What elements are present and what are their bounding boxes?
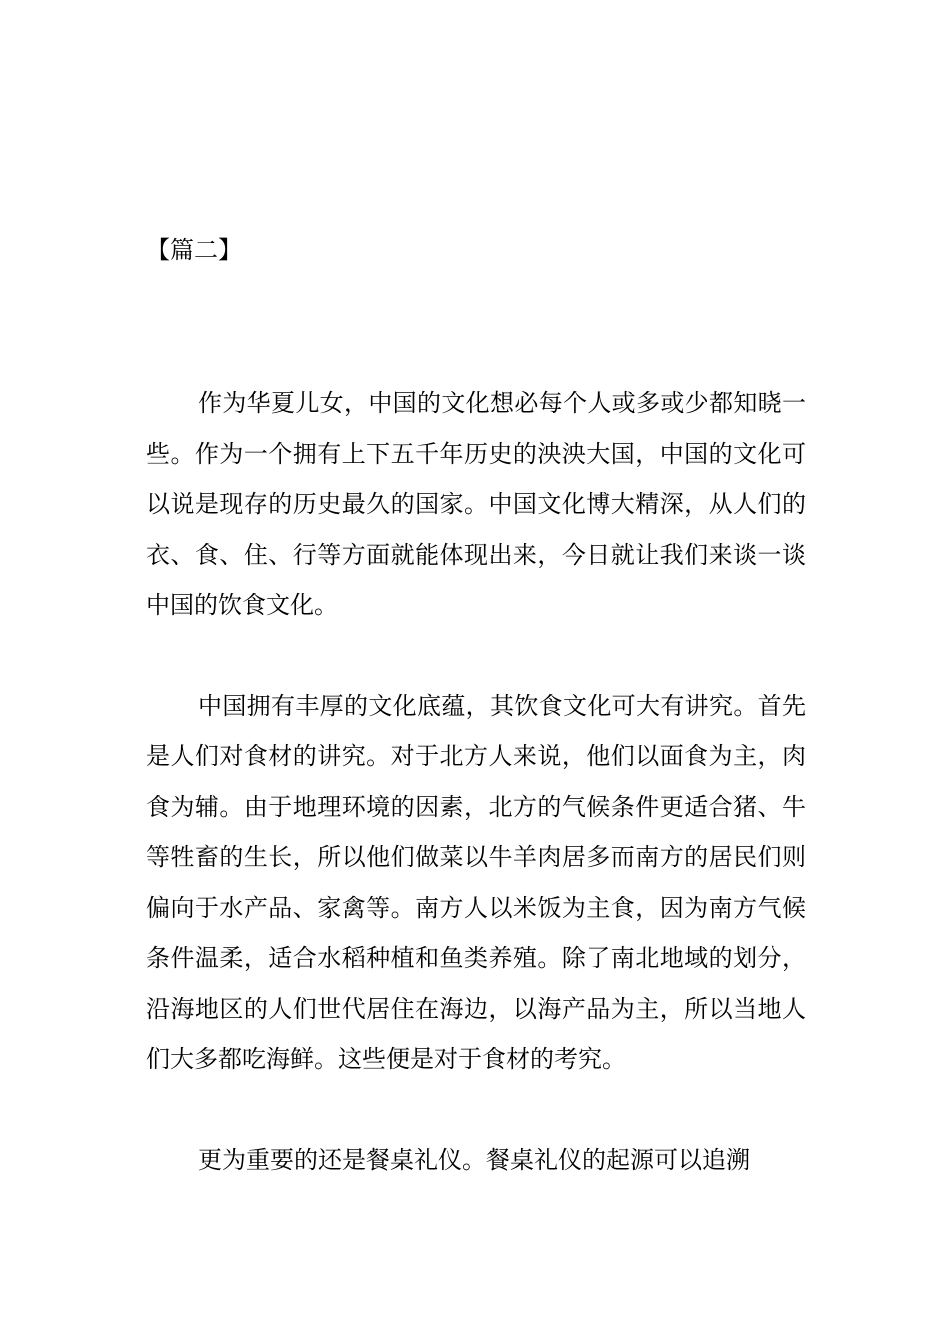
paragraph: 作为华夏儿女，中国的文化想必每个人或多或少都知晓一些。作为一个拥有上下五千年历史的泱泱大国，中国的文化可以说是现存的历史最久的国家。中国文化博大精深，从人们的衣、食、住、行等方面就能体现出来，今日就让我们来谈一谈中国的饮食文化。 (146, 389, 806, 619)
paragraph: 中国拥有丰厚的文化底蕴，其饮食文化可大有讲究。首先是人们对食材的讲究。对于北方人来说，他们以面食为主，肉食为辅。由于地理环境的因素，北方的气候条件更适合猪、牛等牲畜的生长，所以他们做菜以牛羊肉居多而南方的居民们则偏向于水产品、家禽等。南方人以米饭为主食，因为南方气候条件温柔，适合水稻种植和鱼类养殖。除了南北地域的划分，沿海地区的人们世代居住在海边，以海产品为主，所以当地人们大多都吃海鲜。这些便是对于食材的考究。 (146, 691, 806, 1073)
section-title: 【篇二】 (146, 236, 242, 264)
paragraph: 更为重要的还是餐桌礼仪。餐桌礼仪的起源可以追溯 (198, 1145, 750, 1174)
document-body (146, 378, 806, 1235)
